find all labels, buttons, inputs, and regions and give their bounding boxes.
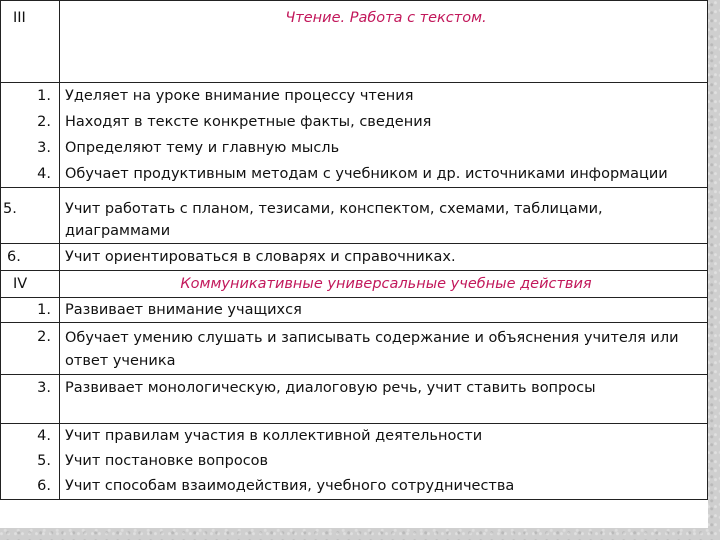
item-number: 1. [37,88,51,104]
item-texts [60,424,708,500]
table-row [1,424,708,500]
table-row [1,83,708,188]
item-text: Учит постановке вопросов [65,453,269,469]
item-texts [60,83,708,188]
item-text: Учит работать с планом, тезисами, конспектом, схемами, таблицами, [65,201,603,217]
section-title: Коммуникативные универсальные учебные действия [60,271,708,298]
item-text-continued: диаграммами [65,223,171,239]
item-numbers [1,83,60,188]
item-number: 4. [37,166,51,182]
section-header-row [1,1,708,83]
table-row [1,244,708,271]
item-text-continued: ответ ученика [65,353,176,369]
section-numeral: IV [1,271,60,298]
table-row [1,375,708,424]
item-text: Обучает продуктивным методам с учебником и др. источниками информации [65,166,668,182]
item-number: 6. [37,478,51,494]
table-row [1,323,708,375]
item-number: 4. [37,428,51,444]
table-row [1,298,708,323]
item-number: 6. [1,244,60,271]
item-text: Развивает внимание учащихся [60,298,708,323]
item-text: Учит ориентироваться в словарях и справочниках. [60,244,708,271]
item-number: 1. [1,298,60,323]
section-header-row [1,271,708,298]
section-numeral: III [1,1,60,83]
item-text-multiline [60,188,708,244]
item-number: 5. [37,453,51,469]
item-number: 5. [1,188,60,244]
section-title: Чтение. Работа с текстом. [60,1,708,83]
item-text: Развивает монологическую, диалоговую речь, учит ставить вопросы [60,375,708,424]
table-row [1,188,708,244]
item-numbers [1,424,60,500]
item-text: Обучает умению слушать и записывать содержание и объяснения учителя или [65,330,679,346]
item-number: 2. [37,114,51,130]
item-number: 3. [1,375,60,424]
item-text-multiline [60,323,708,375]
item-text: Находят в тексте конкретные факты, сведения [65,114,432,130]
item-text: Определяют тему и главную мысль [65,140,340,156]
item-number: 2. [1,323,60,375]
item-text: Уделяет на уроке внимание процессу чтения [65,88,414,104]
item-number: 3. [37,140,51,156]
item-text: Учит способам взаимодействия, учебного сотрудничества [65,478,515,494]
item-text: Учит правилам участия в коллективной деятельности [65,428,483,444]
